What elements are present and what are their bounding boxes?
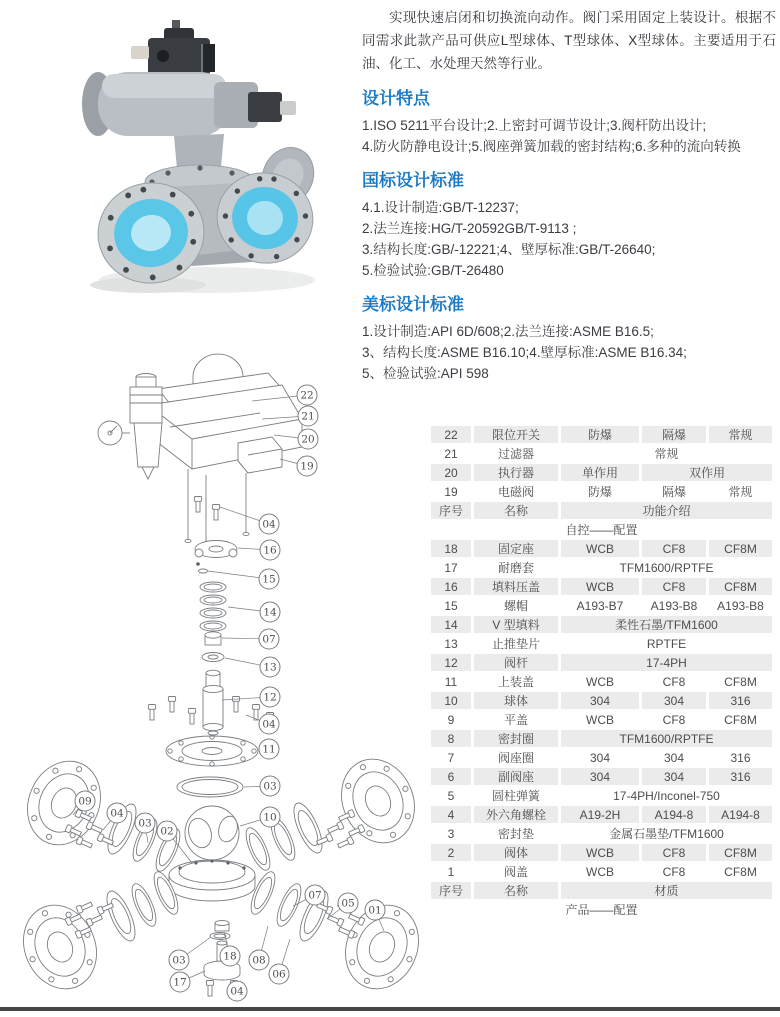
page-bottom-rule xyxy=(0,1007,780,1011)
table-cell: 304 xyxy=(663,750,685,765)
svg-text:03: 03 xyxy=(263,780,277,793)
diagram-callout-13 xyxy=(225,657,280,677)
table-cell: TFM1600/RPTFE xyxy=(561,730,772,747)
table-row xyxy=(431,521,772,538)
table-cell: V 型填料 xyxy=(474,616,558,633)
table-cell: 圆柱弹簧 xyxy=(491,789,540,803)
table-cell: A194-8 xyxy=(709,806,772,823)
svg-text:15: 15 xyxy=(262,573,276,586)
table-cell: 17 xyxy=(444,560,458,575)
table-row xyxy=(431,559,772,576)
table-cell: 17-4PH xyxy=(561,654,772,671)
table-cell: 产品——配置 xyxy=(565,903,638,917)
svg-text:06: 06 xyxy=(272,968,286,981)
table-row xyxy=(431,540,772,557)
diagram-callout-14 xyxy=(228,602,280,622)
table-row xyxy=(431,768,772,785)
table-cell: 10 xyxy=(431,692,471,709)
table-cell: CF8M xyxy=(709,578,772,595)
table-cell: 6 xyxy=(431,768,471,785)
table-cell: 过滤器 xyxy=(497,447,534,461)
table-cell: A193-B7 xyxy=(576,598,624,613)
table-row xyxy=(431,901,772,918)
diagram-callout-03 xyxy=(244,776,280,796)
diagram-callout-17 xyxy=(170,971,205,992)
table-cell: 球体 xyxy=(474,692,558,709)
table-cell: CF8 xyxy=(662,864,686,879)
description-column xyxy=(362,6,776,384)
table-cell: 双作用 xyxy=(642,464,772,481)
table-cell: 填料压盖 xyxy=(474,578,558,595)
table-cell: 执行器 xyxy=(474,464,558,481)
table-cell: 密封垫 xyxy=(497,827,534,841)
spec-line: 4.防火防静电设计;5.阀座弹簧加载的密封结构;6.多种的流向转换 xyxy=(362,139,741,154)
svg-text:01: 01 xyxy=(368,904,382,917)
table-row xyxy=(431,597,772,614)
table-row xyxy=(431,806,772,823)
table-cell: 316 xyxy=(709,768,772,785)
table-cell: 阀杆 xyxy=(474,654,558,671)
table-cell: CF8M xyxy=(709,844,772,861)
exploded-diagram-graphic xyxy=(0,335,430,1012)
diagram-callout-04 xyxy=(227,981,247,1001)
table-cell: 4 xyxy=(431,806,471,823)
table-cell: 3 xyxy=(447,826,455,841)
table-cell: 8 xyxy=(431,730,471,747)
spec-section-1 xyxy=(362,170,776,281)
table-cell: CF8M xyxy=(724,674,757,689)
table-row xyxy=(431,654,772,671)
spec-line: 1.ISO 5211平台设计;2.上密封可调节设计;3.阀杆防出设计; xyxy=(362,118,707,133)
parts-table-body xyxy=(431,426,772,918)
table-cell: A193-B8 xyxy=(650,598,698,613)
table-cell: 耐磨套 xyxy=(497,561,534,575)
table-cell: WCB xyxy=(586,674,614,689)
svg-text:04: 04 xyxy=(262,718,276,731)
table-cell: 304 xyxy=(642,768,706,785)
table-cell: WCB xyxy=(561,844,639,861)
table-row xyxy=(431,445,772,462)
diagram-callout-10 xyxy=(240,807,280,827)
table-cell: 22 xyxy=(431,426,471,443)
ball-and-body xyxy=(169,806,255,901)
table-cell: 自控——配置 xyxy=(565,523,638,537)
table-cell: 螺帽 xyxy=(503,599,528,613)
table-cell: 名称 xyxy=(474,502,558,519)
table-row xyxy=(431,502,772,519)
diagram-callout-04 xyxy=(246,714,279,734)
table-row xyxy=(431,464,772,481)
table-cell: 14 xyxy=(431,616,471,633)
table-row xyxy=(431,825,772,842)
table-row xyxy=(431,711,772,728)
table-cell: 20 xyxy=(431,464,471,481)
table-row xyxy=(431,882,772,899)
table-cell: 13 xyxy=(444,636,458,651)
table-row xyxy=(431,787,772,804)
table-row xyxy=(431,483,772,500)
table-cell: TFM1600/RPTFE xyxy=(619,560,714,575)
svg-text:16: 16 xyxy=(263,544,277,557)
svg-text:07: 07 xyxy=(262,633,276,646)
table-cell: 7 xyxy=(447,750,455,765)
table-cell: 隔爆 xyxy=(642,426,706,443)
table-cell: 电磁阀 xyxy=(497,485,534,499)
table-row xyxy=(431,749,772,766)
svg-text:03: 03 xyxy=(138,817,152,830)
table-cell: 防爆 xyxy=(561,426,639,443)
table-cell: 柔性石墨/TFM1600 xyxy=(561,616,772,633)
table-cell: 11 xyxy=(444,674,458,689)
svg-text:17: 17 xyxy=(173,976,187,989)
section-heading: 国标设计标准 xyxy=(362,171,464,190)
diagram-callout-16 xyxy=(238,540,280,560)
table-cell: 1 xyxy=(447,864,455,879)
diagram-callout-11 xyxy=(259,739,279,759)
table-cell: 阀座圈 xyxy=(497,751,534,765)
table-cell: 19 xyxy=(444,484,458,499)
section-heading: 美标设计标准 xyxy=(362,295,464,314)
table-cell: 15 xyxy=(444,598,458,613)
svg-text:13: 13 xyxy=(263,661,277,674)
spec-line: 5、检验试验:API 598 xyxy=(362,366,489,381)
table-cell: 金属石墨垫/TFM1600 xyxy=(609,827,724,841)
table-cell: 防爆 xyxy=(587,485,612,499)
table-cell: 密封圈 xyxy=(474,730,558,747)
table-cell: 材质 xyxy=(561,882,772,899)
table-cell: 2 xyxy=(431,844,471,861)
svg-text:07: 07 xyxy=(308,889,322,902)
table-cell: 序号 xyxy=(431,502,471,519)
table-cell: 阀盖 xyxy=(503,865,528,879)
diagram-callout-06 xyxy=(269,939,290,984)
svg-text:12: 12 xyxy=(263,691,277,704)
table-cell: 名称 xyxy=(474,882,558,899)
table-cell: 单作用 xyxy=(561,464,639,481)
table-cell: CF8 xyxy=(642,578,706,595)
stem-stack xyxy=(148,541,276,798)
table-cell: 304 xyxy=(589,750,611,765)
table-cell: CF8 xyxy=(642,540,706,557)
table-cell: 304 xyxy=(561,692,639,709)
svg-text:20: 20 xyxy=(301,433,315,446)
table-cell: WCB xyxy=(561,578,639,595)
svg-text:04: 04 xyxy=(262,518,276,531)
table-cell: CF8M xyxy=(724,712,757,727)
svg-text:18: 18 xyxy=(223,950,237,963)
table-row xyxy=(431,578,772,595)
svg-text:21: 21 xyxy=(301,410,315,423)
table-cell: 常规 xyxy=(654,447,679,461)
table-cell: 序号 xyxy=(431,882,471,899)
svg-text:09: 09 xyxy=(78,795,92,808)
spec-line: 3.结构长度:GB/-12221;4、壁厚标准:GB/T-26640; xyxy=(362,242,656,257)
table-cell: WCB xyxy=(586,864,614,879)
spec-line: 5.检验试验:GB/T-26480 xyxy=(362,263,504,278)
table-cell: 上装盖 xyxy=(497,675,534,689)
svg-text:08: 08 xyxy=(252,954,266,967)
table-row xyxy=(431,844,772,861)
section-heading: 设计特点 xyxy=(362,89,430,108)
table-cell: 316 xyxy=(709,692,772,709)
table-cell: A194-8 xyxy=(642,806,706,823)
branch-upper-left xyxy=(15,749,185,874)
table-cell: 平盖 xyxy=(503,713,528,727)
diagram-callout-08 xyxy=(249,926,269,970)
table-cell: 21 xyxy=(444,446,458,461)
table-row xyxy=(431,616,772,633)
table-cell: CF8M xyxy=(709,540,772,557)
diagram-callout-04 xyxy=(220,507,279,534)
table-row xyxy=(431,692,772,709)
table-cell: 304 xyxy=(561,768,639,785)
table-cell: 304 xyxy=(642,692,706,709)
valve-photo-graphic xyxy=(52,4,362,300)
svg-text:10: 10 xyxy=(263,811,277,824)
svg-text:02: 02 xyxy=(160,825,174,838)
table-cell: 18 xyxy=(431,540,471,557)
spec-line: 4.1.设计制造:GB/T-12237; xyxy=(362,200,519,215)
exploded-diagram xyxy=(0,335,430,1012)
table-cell: 固定座 xyxy=(474,540,558,557)
branch-lower-left xyxy=(11,869,186,1001)
table-cell: CF8 xyxy=(642,844,706,861)
table-cell: 9 xyxy=(447,712,455,727)
svg-text:04: 04 xyxy=(110,807,124,820)
product-photo xyxy=(52,4,362,300)
parts-table xyxy=(428,424,770,920)
table-cell: 5 xyxy=(447,788,455,803)
spec-section-0 xyxy=(362,88,776,157)
diagram-callout-19 xyxy=(280,456,317,476)
spec-line: 2.法兰连接:HG/T-20592GB/T-9113 ; xyxy=(362,221,577,236)
table-row xyxy=(431,863,772,880)
diagram-callout-07 xyxy=(222,629,279,649)
table-cell: 隔爆 xyxy=(661,485,686,499)
table-cell: 16 xyxy=(431,578,471,595)
table-cell: 316 xyxy=(730,750,751,765)
table-cell: 常规 xyxy=(709,426,772,443)
table-cell: A19-2H xyxy=(561,806,639,823)
parts-table-grid xyxy=(428,424,775,920)
svg-text:19: 19 xyxy=(300,460,314,473)
table-row xyxy=(431,635,772,652)
table-cell: 限位开关 xyxy=(474,426,558,443)
svg-text:03: 03 xyxy=(172,954,186,967)
table-cell: WCB xyxy=(561,540,639,557)
intro-paragraph: 实现快速启闭和切换流向动作。阀门采用固定上装设计。根据不同需求此款产品可供应L型球体、T型球体、X型球体。主要适用于石油、化工、水处理天然等行业。 xyxy=(362,10,776,71)
table-cell: 外六角螺栓 xyxy=(474,806,558,823)
table-cell: 止推垫片 xyxy=(491,637,540,651)
table-cell: CF8M xyxy=(724,864,757,879)
table-cell: 12 xyxy=(431,654,471,671)
table-row xyxy=(431,730,772,747)
table-cell: WCB xyxy=(586,712,614,727)
table-row xyxy=(431,673,772,690)
table-cell: 功能介绍 xyxy=(561,502,772,519)
svg-text:14: 14 xyxy=(263,606,277,619)
table-cell: 常规 xyxy=(728,485,753,499)
spec-line: 1.设计制造:API 6D/608;2.法兰连接:ASME B16.5; xyxy=(362,324,654,339)
table-cell: 阀体 xyxy=(474,844,558,861)
table-cell: CF8 xyxy=(662,674,686,689)
svg-text:11: 11 xyxy=(262,743,276,756)
table-cell: 副阀座 xyxy=(474,768,558,785)
svg-text:05: 05 xyxy=(341,897,355,910)
diagram-callout-12 xyxy=(222,687,280,707)
svg-text:04: 04 xyxy=(230,985,244,998)
spec-line: 3、结构长度:ASME B16.10;4.壁厚标准:ASME B16.34; xyxy=(362,345,687,360)
table-row xyxy=(431,426,772,443)
table-cell: RPTFE xyxy=(646,636,687,651)
svg-text:22: 22 xyxy=(300,389,314,402)
table-cell: CF8 xyxy=(662,712,686,727)
table-cell: A193-B8 xyxy=(717,598,764,613)
table-cell: 17-4PH/Inconel-750 xyxy=(613,788,720,803)
